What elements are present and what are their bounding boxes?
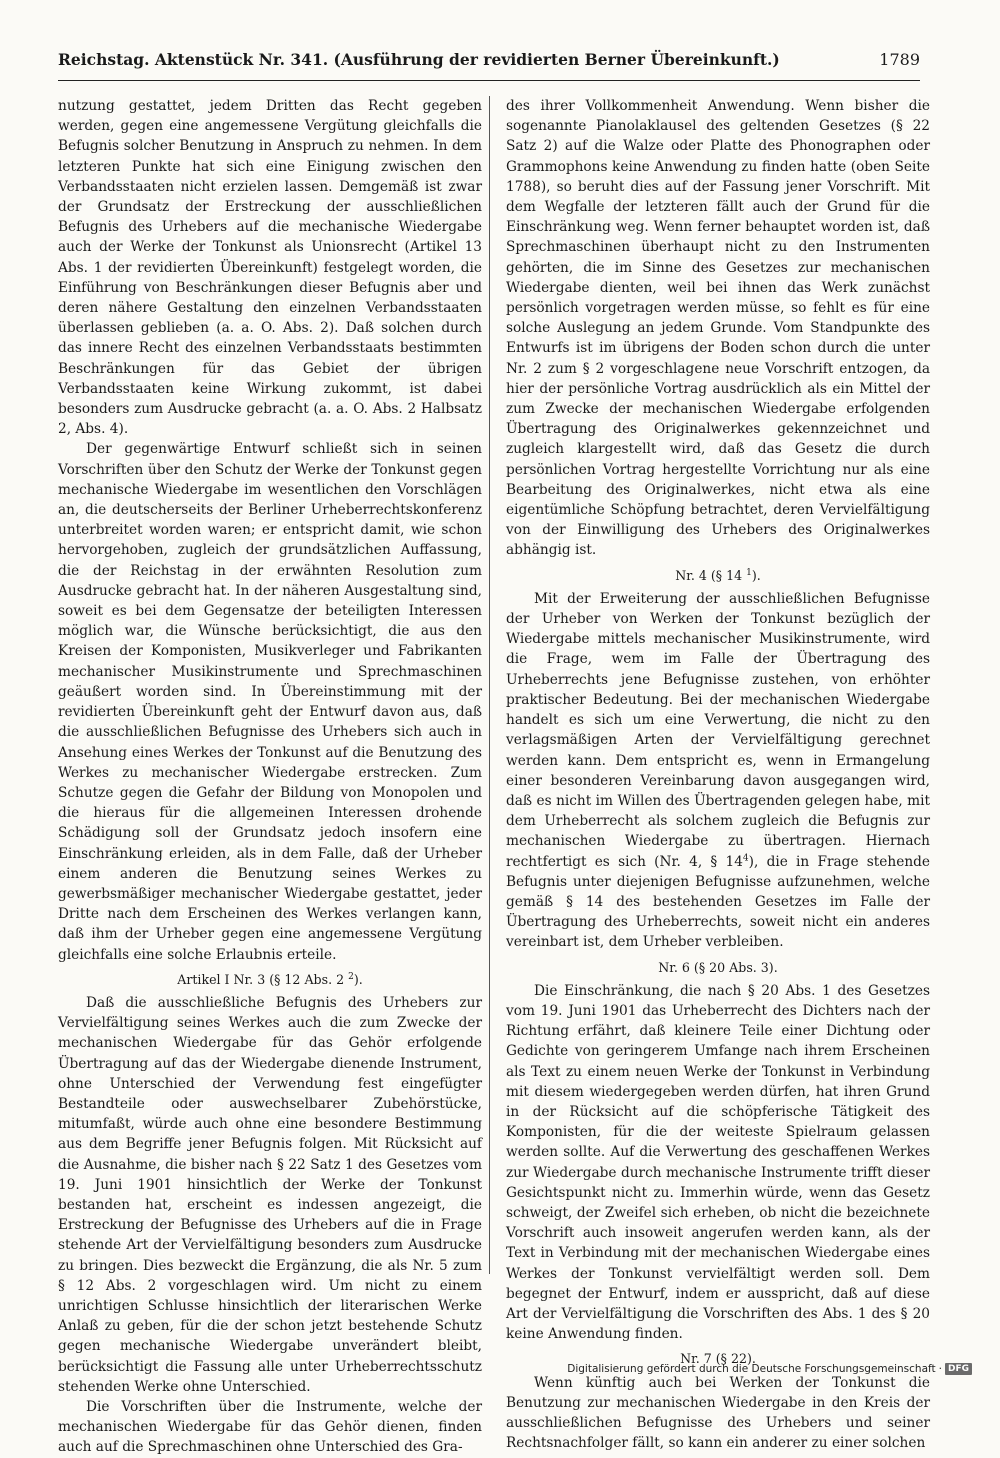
header-title: Reichstag. Aktenstück Nr. 341. (Ausführung der revidierten Berner Übereinkunft.) <box>58 50 780 69</box>
paragraph: Die Einschränkung, die nach § 20 Abs. 1 des Gesetzes vom 19. Juni 1901 das Urheberrecht des Dichters nach der Richtung erfährt, daß kleinere Teile einer Dichtung oder Gedichte von geringerem Umfange nach ihrem Erscheinen als Text zu einem neuen Werke der Tonkunst in Verbindung mit diesem wiedergegeben werden dürfen, hat ihren Grund in der Rücksicht auf die schöpferische Tätigkeit des Komponisten, für die der weiteste Spielraum gelassen werden sollte. Auf die Verwertung des geschaffenen Werkes zur Wiedergabe durch mechanische Instrumente trifft dieser Gesichtspunkt nicht zu. Immerhin würde, wenn das Gesetz schweigt, der Zweifel sich erheben, ob nicht die bezeichnete Vorschrift auch insoweit angerufen werden kann, als der Text in Verbindung mit der mechanischen Wiedergabe eines Werkes der Tonkunst vervielfältigt werden soll. Dem begegnet der Entwurf, indem er ausspricht, daß auf diese Art der Vervielfältigung die Vorschriften des Abs. 1 des § 20 keine Anwendung finden. <box>506 982 930 1343</box>
digitization-footer <box>567 1363 972 1375</box>
footnote-superscript: 4 <box>742 852 749 863</box>
section-heading-close: ). <box>353 971 363 987</box>
section-heading-text: Artikel I Nr. 3 (§ 12 Abs. 2 <box>177 971 345 987</box>
footnote-superscript: 2 <box>348 971 354 982</box>
section-heading-text: Nr. 4 (§ 14 <box>675 567 743 583</box>
page-number: 1789 <box>879 50 920 69</box>
paragraph: nutzung gestattet, jedem Dritten das Recht gegeben werden, gegen eine angemessene Vergütung gleichfalls die Befugnis solcher Benutzung in Anspruch zu nehmen. In dem letzteren Punkte hat sich eine Einigung zwischen den Verbandsstaaten nicht erzielen lassen. Demgemäß ist zwar der Grundsatz der Erstreckung der ausschließlichen Befugnis des Urhebers auf die mechanische Wiedergabe auch der Werke der Tonkunst als Unionsrecht (Artikel 13 Abs. 1 der revidierten Übereinkunft) festgelegt worden, die Einführung von Beschränkungen dieser Befugnis aber und deren nähere Gestaltung den einzelnen Verbandsstaaten überlassen geblieben (a. a. O. Abs. 2). Daß solchen durch das innere Recht des einzelnen Verbandsstaats bestimmten Beschränkungen für das Gebiet der übrigen Verbandsstaaten keine Wirkung zukommt, ist dabei besonders zum Ausdrucke gebracht (a. a. O. Abs. 2 Halbsatz 2, Abs. 4). <box>58 98 482 438</box>
right-column <box>506 96 930 1453</box>
paragraph-text-continued: ), die in Frage stehende Befugnis unter diejenigen Befugnisse aufzunehmen, welche gemäß § 14 des bestehenden Gesetzes im Falle der Übertragung des Urheberrechts, soweit nicht ein anderes vereinbart ist, dem Urheber verbleiben. <box>506 853 930 951</box>
left-column <box>58 96 482 1458</box>
paragraph-text: Mit der Erweiterung der ausschließlichen Befugnisse der Urheber von Werken der Tonkunst bezüglich der Wiedergabe mittels mechanischer Musikinstrumente, wird die Frage, wem im Falle der Übertragung des Urheberrechts jene Befugnisse zustehen, von erhöhter praktischer Bedeutung. Bei der mechanischen Wiedergabe handelt es sich um eine Verwertung, die nicht zu den verlagsmäßigen Arten der Vervielfältigung gerechnet werden kann. Dem entspricht es, wenn in Ermangelung einer besonderen Vereinbarung davon ausgegangen wird, daß es nicht im Willen des Übertragenden gelegen habe, mit dem Urheberrecht als solchem zugleich die Befugnis zur mechanischen Wiedergabe zu übertragen. Hiernach rechtfertigt es sich (Nr. 4, § 14 <box>506 590 930 870</box>
paragraph: Wenn künftig auch bei Werken der Tonkunst die Benutzung zur mechanischen Wiedergabe in den Kreis der ausschließlichen Befugnisse des Urhebers und seiner Rechtsnachfolger fällt, so kann ein anderer zu einer solchen <box>506 1374 930 1452</box>
section-heading-close: ). <box>751 567 761 583</box>
section-heading: Nr. 7 (§ 22). <box>680 1351 756 1367</box>
dfg-logo: DFG <box>945 1363 972 1375</box>
running-header <box>58 50 920 81</box>
section-heading: Nr. 6 (§ 20 Abs. 3). <box>658 959 778 975</box>
footer-text: Digitalisierung gefördert durch die Deutsche Forschungsgemeinschaft <box>567 1363 936 1375</box>
paragraph: Die Vorschriften über die Instrumente, welche der mechanischen Wiedergabe für das Gehör dienen, finden auch auf die Sprechmaschinen ohne Unterschied des Gra- <box>58 1399 482 1456</box>
section-heading <box>506 566 930 586</box>
footnote-superscript: 1 <box>746 567 752 578</box>
paragraph: Daß die ausschließliche Befugnis des Urhebers zur Vervielfältigung seines Werkes auch die zum Zwecke der mechanischen Wiedergabe für das Gehör erfolgende Übertragung auf das der Wiedergabe dienende Instrument, ohne Unterschied der Verwendung fest eingefügter Bestandteile oder auswechselbarer Zubehörstücke, mitumfaßt, würde auch ohne eine besondere Bestimmung aus dem Begriffe jener Befugnis folgen. Mit Rücksicht auf die Ausnahme, die bisher nach § 22 Satz 1 des Gesetzes vom 19. Juni 1901 hinsichtlich der Werke der Tonkunst bestanden hat, erscheint es indessen angezeigt, die Erstreckung der Befugnisse des Urhebers auf die in Frage stehende Art der Vervielfältigung besonders zum Ausdrucke zu bringen. Dies bezweckt die Ergänzung, die als Nr. 5 zum § 12 Abs. 2 vorgeschlagen wird. Um nicht zu einem unrichtigen Schlusse hinsichtlich der literarischen Werke Anlaß zu geben, für die der schon jetzt bestehende Schutz gegen mechanische Wiedergabe unverändert bleibt, berücksichtigt die Fassung alle unter Urheberrechtsschutz stehenden Werke ohne Unterschied. <box>58 994 482 1395</box>
footer-separator-icon: · <box>938 1363 942 1375</box>
paragraph: des ihrer Vollkommenheit Anwendung. Wenn bisher die sogenannte Pianolaklausel des geltenden Gesetzes (§ 22 Satz 2) auf die Walze oder Platte des Phonographen oder Grammophons keine Anwendung zu finden hatte (oben Seite 1788), so beruht dies auf der Fassung jener Vorschrift. Mit dem Wegfalle der letzteren fällt auch der Grund für die Einschränkung weg. Wenn ferner behauptet worden ist, daß Sprechmaschinen überhaupt nicht zu den Instrumenten gehörten, die im Sinne des Gesetzes zur mechanischen Wiedergabe dienten, weil bei ihnen das Werk zunächst persönlich vorgetragen werden müsse, so fehlt es für eine solche Auslegung an jedem Grunde. Vom Standpunkte des Entwurfs ist im übrigens der Boden schon durch die unter Nr. 2 zum § 2 vorgeschlagene neue Vorschrift entzogen, da hier der persönliche Vortrag ausdrücklich als ein Mittel der zum Zwecke der mechanischen Wiedergabe erfolgenden Übertragung des Originalwerkes gekennzeichnet und zugleich klargestellt wird, daß das Gesetz die durch persönlichen Vortrag hergestellte Vorrichtung nur als eine Bearbeitung des Originalwerkes, nicht etwa als eine eigentümliche Schöpfung betrachtet, deren Vervielfältigung von der Einwilligung des Urhebers des Originalwerkes abhängig ist. <box>506 98 930 559</box>
column-divider <box>489 96 490 1274</box>
section-heading <box>58 970 482 990</box>
paragraph <box>506 589 930 953</box>
paragraph: Der gegenwärtige Entwurf schließt sich in seinen Vorschriften über den Schutz der Werke der Tonkunst gegen mechanische Wiedergabe im wesentlichen den Vorschlägen an, die deutscherseits der Berliner Urheberrechtskonferenz unterbreitet worden waren; er entspricht damit, wie schon hervorgehoben, zugleich der grundsätzlichen Auffassung, die der Reichstag in der erwähnten Resolution zum Ausdrucke gebracht hat. In der näheren Ausgestaltung sind, soweit es bei dem Gegensatze der beteiligten Interessen möglich war, die Wünsche berücksichtigt, die aus den Kreisen der Komponisten, Musikverleger und Fabrikanten mechanischer Musikinstrumente und Sprechmaschinen geäußert worden sind. In Übereinstimmung mit der revidierten Übereinkunft geht der Entwurf davon aus, daß die ausschließlichen Befugnisse des Urhebers sich auch in Ansehung eines Werkes der Tonkunst auf die Benutzung des Werkes zu mechanischer Wiedergabe erstrecken. Zum Schutze gegen die Gefahr der Bildung von Monopolen und die hieraus für die allgemeinen Interessen drohende Schädigung soll der Grundsatz jedoch insofern eine Einschränkung erleiden, als in dem Falle, daß der Urheber einem anderen die Benutzung seines Werkes zu gewerbsmäßiger mechanischer Wiedergabe gestattet, jeder Dritte nach dem Erscheinen des Werkes verlangen kann, daß ihm der Urheber gegen eine angemessene Vergütung gleichfalls eine solche Erlaubnis erteile. <box>58 441 482 963</box>
